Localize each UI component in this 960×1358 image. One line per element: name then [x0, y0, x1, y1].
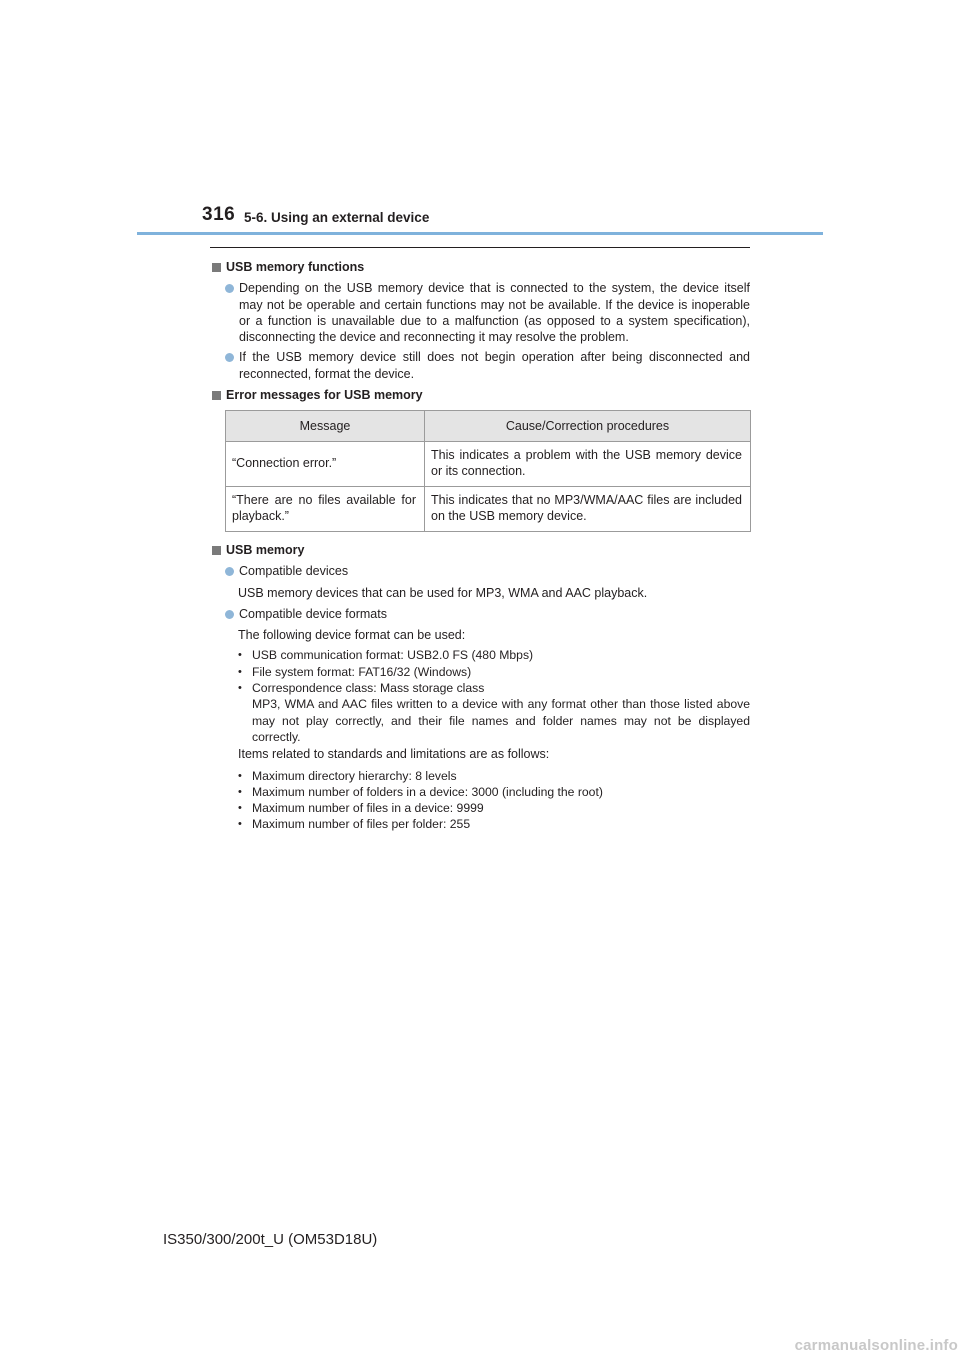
heading-text: USB memory	[226, 543, 305, 557]
list-item	[212, 606, 750, 622]
circle-bullet-icon	[225, 567, 234, 576]
cause-cell: This indicates a problem with the USB memory device or its connection.	[425, 442, 751, 487]
list-item: • USB communication format: USB2.0 FS (480 Mbps)	[238, 647, 750, 663]
bullet-text: Depending on the USB memory device that is connected to the system, the device itself may not be operable and certain functions may not be available. If the device is inoperable or a function is unavailable due to a malfunction (as opposed to a system specification), disconnecting the device and reconnecting it may resolve the problem.	[239, 281, 750, 345]
circle-bullet-icon	[225, 610, 234, 619]
table-header-row	[226, 411, 751, 442]
list-item	[212, 563, 750, 579]
format-list	[212, 647, 750, 696]
list-item	[212, 280, 750, 345]
usb-functions-heading	[212, 259, 750, 275]
error-messages-heading	[212, 387, 423, 403]
usb-memory-section	[212, 542, 750, 833]
square-bullet-icon	[212, 546, 221, 555]
list-item: • Maximum number of files per folder: 255	[238, 816, 750, 832]
cause-cell: This indicates that no MP3/WMA/AAC files are included on the USB memory device.	[425, 487, 751, 532]
column-header-message: Message	[226, 411, 425, 442]
footer-model: IS350/300/200t_U (OM53D18U)	[163, 1231, 378, 1248]
usb-functions-section	[212, 259, 750, 382]
subheading-text: Compatible device formats	[239, 606, 387, 621]
usb-memory-heading	[212, 542, 750, 558]
section-title: 5-6. Using an external device	[244, 210, 430, 225]
subheading-text: Compatible devices	[239, 564, 349, 579]
limits-intro: Items related to standards and limitations are as follows:	[238, 747, 550, 762]
list-item: • Maximum directory hierarchy: 8 levels	[238, 768, 750, 784]
list-item	[212, 349, 750, 382]
heading-text: Error messages for USB memory	[226, 388, 423, 402]
message-cell: “There are no files available for playback.”	[226, 487, 425, 532]
table-row	[226, 487, 751, 532]
table-row	[226, 442, 751, 487]
header-rule	[137, 232, 823, 235]
square-bullet-icon	[212, 391, 221, 400]
circle-bullet-icon	[225, 284, 234, 293]
bullet-text: If the USB memory device still does not begin operation after being disconnected and reconnected, format the device.	[239, 350, 750, 381]
list-item: • Maximum number of folders in a device: 3000 (including the root)	[238, 784, 750, 800]
error-messages-table	[225, 410, 751, 532]
divider	[210, 247, 750, 248]
column-header-cause: Cause/Correction procedures	[425, 411, 751, 442]
page-number: 316	[202, 204, 236, 225]
list-item: • Maximum number of files in a device: 9999	[238, 800, 750, 816]
list-item: • Correspondence class: Mass storage class	[238, 680, 750, 696]
watermark: carmanualsonline.info	[794, 1337, 958, 1354]
message-cell: “Connection error.”	[226, 442, 425, 487]
list-item: • File system format: FAT16/32 (Windows)	[238, 664, 750, 680]
formats-intro: The following device format can be used:	[238, 628, 466, 643]
square-bullet-icon	[212, 263, 221, 272]
circle-bullet-icon	[225, 353, 234, 362]
format-note: MP3, WMA and AAC files written to a device with any format other than those listed above may not play correctly, and their file names and folder names may not be displayed correctly.	[252, 697, 750, 744]
heading-text: USB memory functions	[226, 260, 365, 274]
limits-list	[212, 768, 750, 833]
compatible-devices-text: USB memory devices that can be used for MP3, WMA and AAC playback.	[238, 585, 648, 600]
